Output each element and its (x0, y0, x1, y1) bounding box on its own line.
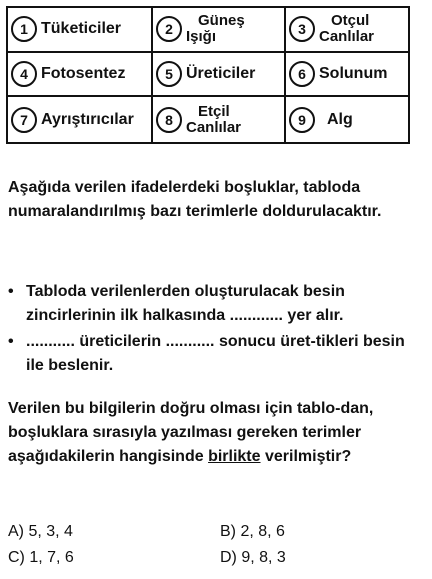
option-a[interactable]: A) 5, 3, 4 (8, 523, 73, 540)
terms-table (6, 6, 410, 144)
bullet-dot: • (8, 283, 14, 300)
statement-bullet (8, 280, 423, 328)
term-cell (153, 97, 286, 142)
underlined-word: birlikte (208, 448, 261, 465)
term-cell (8, 8, 153, 53)
term-label: Tüketiciler (41, 20, 122, 38)
bullet-dot: • (8, 333, 14, 350)
term-number: 8 (156, 107, 182, 133)
term-label: Otçul Canlılar (319, 12, 375, 46)
term-label: Fotosentez (41, 64, 126, 82)
statement-text: ........... üreticilerin ........... sonucu üret-tikleri besin ile beslenir. (26, 333, 405, 374)
term-number: 4 (11, 61, 37, 87)
term-cell (286, 53, 408, 98)
term-cell (8, 53, 153, 98)
question-stem: Verilen bu bilgilerin doğru olması için tablo-dan, boşluklara sırasıyla yazılması gereken terimler aşağıdakilerin hangisinde birlikte verilmiştir? (8, 400, 374, 465)
option-d[interactable]: D) 9, 8, 3 (220, 549, 286, 566)
term-cell (286, 97, 408, 142)
term-label: Etçil Canlılar (186, 102, 242, 136)
option-b[interactable]: B) 2, 8, 6 (220, 523, 285, 540)
statement-bullet (8, 330, 423, 378)
term-label: Solunum (319, 64, 388, 82)
term-cell (8, 97, 153, 142)
term-number: 2 (156, 16, 182, 42)
term-label: Ayrıştırıcılar (41, 110, 134, 128)
term-cell (286, 8, 408, 53)
term-number: 6 (289, 61, 315, 87)
term-number: 1 (11, 16, 37, 42)
term-label: Üreticiler (186, 64, 256, 82)
term-label: Alg (327, 110, 353, 128)
option-c[interactable]: C) 1, 7, 6 (8, 549, 74, 566)
term-cell (153, 53, 286, 98)
term-number: 3 (289, 16, 315, 42)
term-number: 5 (156, 61, 182, 87)
term-label: Güneş Işığı (186, 12, 245, 46)
term-number: 7 (11, 107, 37, 133)
term-number: 9 (289, 107, 315, 133)
statement-text: Tabloda verilenlerden oluşturulacak besin zincirlerinin ilk halkasında ............ yer alır. (26, 283, 345, 324)
intro-paragraph: Aşağıda verilen ifadelerdeki boşluklar, tabloda numaralandırılmış bazı terimlerle doldurulacaktır. (8, 179, 382, 220)
term-cell (153, 8, 286, 53)
